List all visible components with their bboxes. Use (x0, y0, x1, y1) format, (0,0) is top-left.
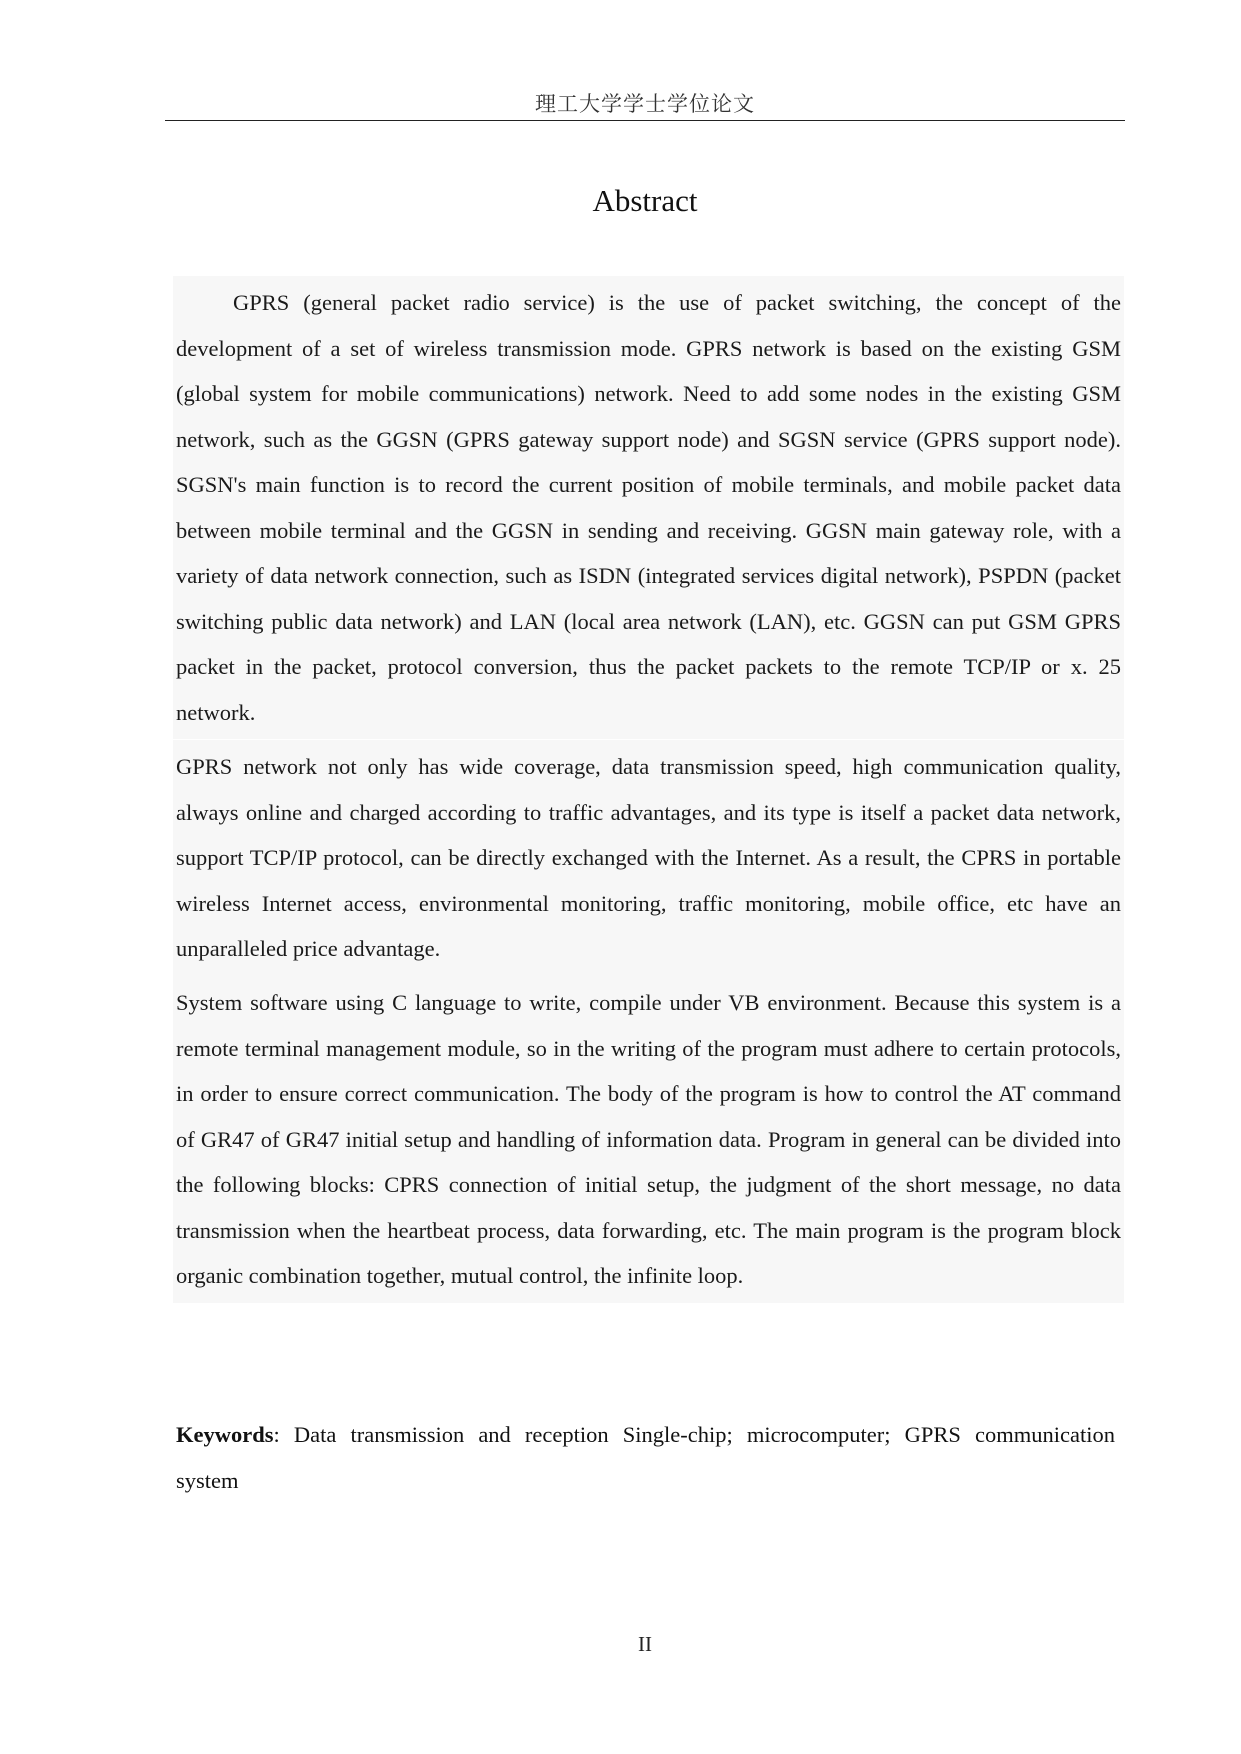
abstract-title: Abstract (592, 183, 698, 218)
header-divider (165, 120, 1125, 121)
abstract-paragraph-3: System software using C language to write, compile under VB environment. Because this system is a remote terminal management module, so in the writing of the program must adhere to certain protocols, in order to ensure correct communication. The body of the program is how to control the AT command of GR47 of GR47 initial setup and handling of information data. Program in general can be divided into the following blocks: CPRS connection of initial setup, the judgment of the short message, no data transmission when the heartbeat process, data forwarding, etc. The main program is the program block organic combination together, mutual control, the infinite loop. (173, 976, 1124, 1303)
running-header: 理工大学学士学位论文 (535, 92, 755, 116)
page-number: II (638, 1632, 652, 1656)
abstract-paragraph-1: GPRS (general packet radio service) is the use of packet switching, the concept of the development of a set of wireless transmission mode. GPRS network is based on the existing GSM (global system for mobile communications) network. Need to add some nodes in the existing GSM network, such as the GGSN (GPRS gateway support node) and SGSN service (GPRS support node). SGSN's main function is to record the current position of mobile terminals, and mobile packet data between mobile terminal and the GGSN in sending and receiving. GGSN main gateway role, with a variety of data network connection, such as ISDN (integrated services digital network), PSPDN (packet switching public data network) and LAN (local area network (LAN), etc. GGSN can put GSM GPRS packet in the packet, protocol conversion, thus the packet packets to the remote TCP/IP or x. 25 network. (173, 276, 1124, 739)
keywords-separator: : (273, 1422, 280, 1447)
abstract-paragraph-2: GPRS network not only has wide coverage, data transmission speed, high communication quality, always online and charged according to traffic advantages, and its type is itself a packet data network, support TCP/IP protocol, can be directly exchanged with the Internet. As a result, the CPRS in portable wireless Internet access, environmental monitoring, traffic monitoring, mobile office, etc have an unparalleled price advantage. (173, 740, 1124, 976)
keywords-label: Keywords (176, 1422, 274, 1447)
keywords-line (176, 1412, 1115, 1503)
keywords-text: Data transmission and reception Single-chip; microcomputer; GPRS communication system (176, 1422, 1115, 1493)
